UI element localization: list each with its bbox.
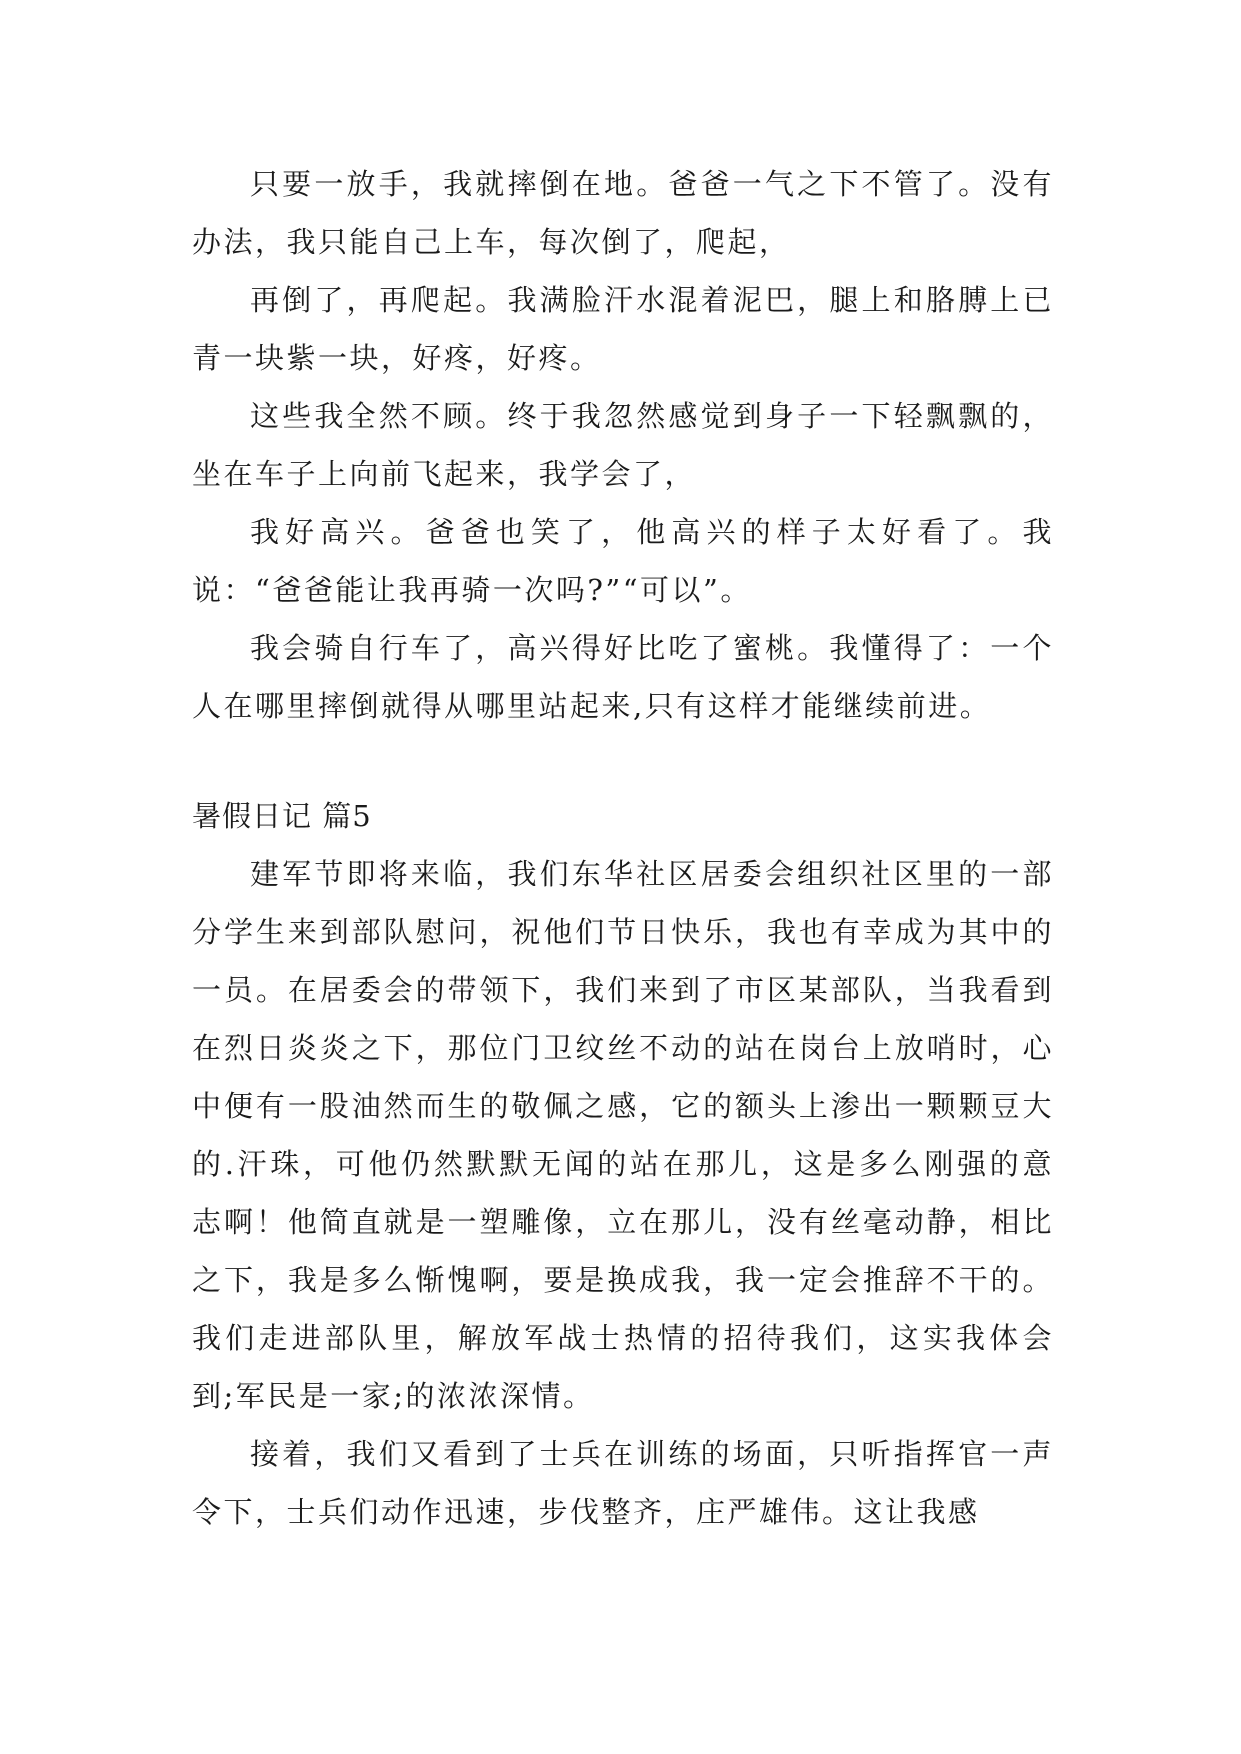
paragraph: 只要一放手，我就摔倒在地。爸爸一气之下不管了。没有办法，我只能自己上车，每次倒了，爬起， (192, 167, 1054, 259)
paragraph: 我好高兴。爸爸也笑了，他高兴的样子太好看了。我说：“爸爸能让我再骑一次吗?”“可以”。 (192, 515, 1054, 607)
document-page (192, 155, 1054, 1541)
paragraph: 我会骑自行车了，高兴得好比吃了蜜桃。我懂得了：一个人在哪里摔倒就得从哪里站起来,只有这样才能继续前进。 (192, 631, 1054, 723)
paragraph: 建军节即将来临，我们东华社区居委会组织社区里的一部分学生来到部队慰问，祝他们节日快乐，我也有幸成为其中的一员。在居委会的带领下，我们来到了市区某部队，当我看到在烈日炎炎之下，那位门卫纹丝不动的站在岗台上放哨时，心中便有一股油然而生的敬佩之感，它的额头上渗出一颗颗豆大的.汗珠，可他仍然默默无闻的站在那儿，这是多么刚强的意志啊！他简直就是一塑雕像，立在那儿，没有丝毫动静，相比之下，我是多么惭愧啊，要是换成我，我一定会推辞不干的。我们走进部队里，解放军战士热情的招待我们，这实我体会到;军民是一家;的浓浓深情。 (192, 857, 1054, 1413)
paragraph: 再倒了，再爬起。我满脸汗水混着泥巴，腿上和胳膊上已青一块紫一块，好疼，好疼。 (192, 283, 1054, 375)
section-title: 暑假日记 篇5 (192, 799, 372, 833)
paragraph: 这些我全然不顾。终于我忽然感觉到身子一下轻飘飘的，坐在车子上向前飞起来，我学会了， (192, 399, 1054, 491)
paragraph: 接着，我们又看到了士兵在训练的场面，只听指挥官一声令下，士兵们动作迅速，步伐整齐，庄严雄伟。这让我感 (192, 1437, 1054, 1529)
